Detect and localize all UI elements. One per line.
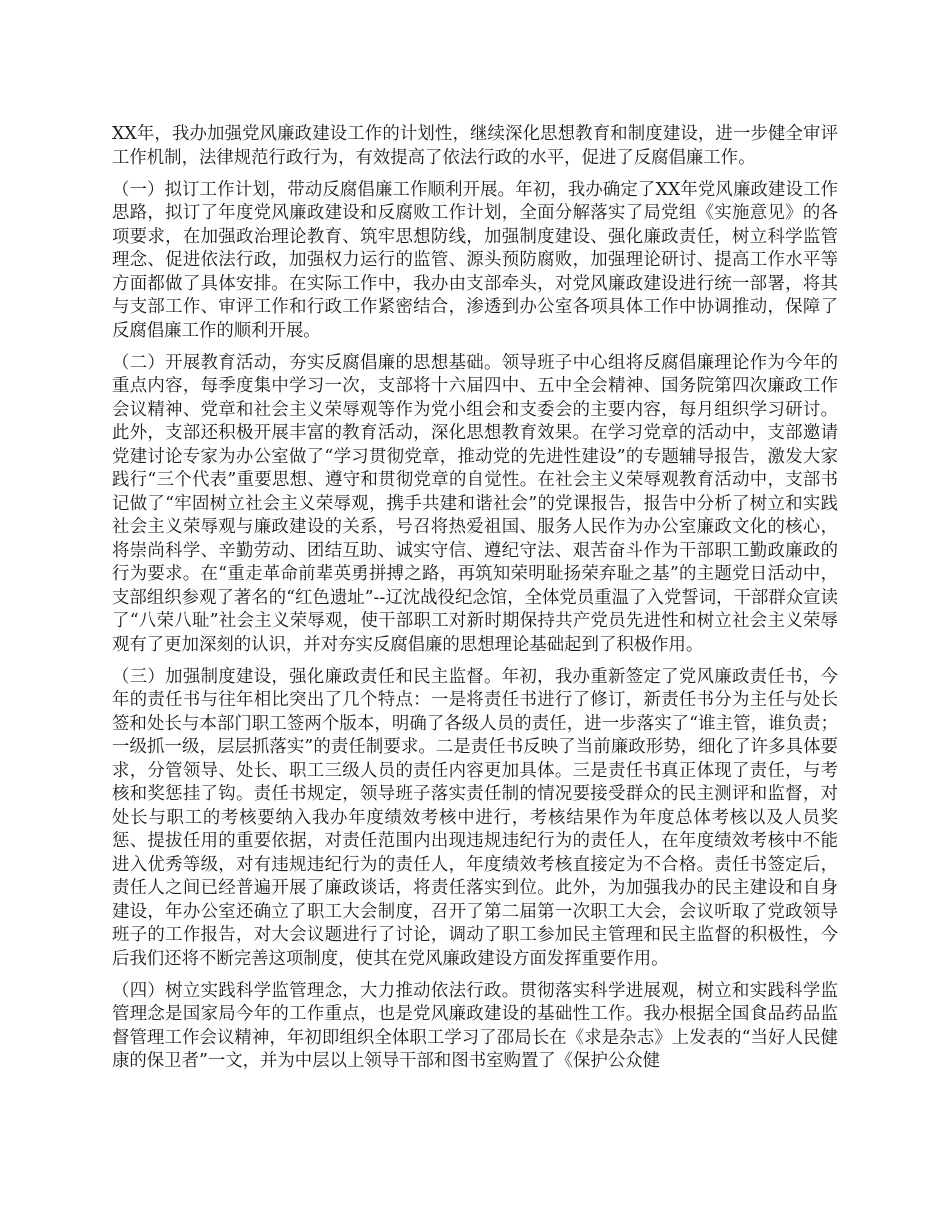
section-3-paragraph: （三）加强制度建设，强化廉政责任和民主监督。年初，我办重新签定了党风廉政责任书，今年的责任书与往年相比突出了几个特点：一是将责任书进行了修订，新责任书分为主任与处长签和处长与本部门职工签两个版本，明确了各级人员的责任，进一步落实了“谁主管，谁负责；一级抓一级，层层抓落实”的责任制要求。二是责任书反映了当前廉政形势，细化了许多具体要求，分管领导、处长、职工三级人员的责任内容更加具体。三是责任书真正体现了责任，与考核和奖惩挂了钩。责任书规定，领导班子落实责任制的情况要接受群众的民主测评和监督，对处长与职工的考核要纳入我办年度绩效考核中进行，考核结果作为年度总体考核以及人员奖惩、提拔任用的重要依据，对责任范围内出现违规违纪行为的责任人，在年度绩效考核中不能进入优秀等级，对有违规违纪行为的责任人，年度绩效考核直接定为不合格。责任书签定后，责任人之间已经普遍开展了廉政谈话，将责任落实到位。此外，为加强我办的民主建设和自身建设，年办公室还确立了职工大会制度，召开了第二届第一次职工大会，会议听取了党政领导班子的工作报告，对大会议题进行了讨论，调动了职工参加民主管理和民主监督的积极性，今后我们还将不断完善这项制度，使其在党风廉政建设方面发挥重要作用。 (112, 666, 838, 969)
section-2-paragraph: （二）开展教育活动，夯实反腐倡廉的思想基础。领导班子中心组将反腐倡廉理论作为今年的重点内容，每季度集中学习一次，支部将十六届四中、五中全会精神、国务院第四次廉政工作会议精神、党章和社会主义荣辱观等作为党小组会和支委会的主要内容，每月组织学习研讨。此外，支部还积极开展丰富的教育活动，深化思想教育效果。在学习党章的活动中，支部邀请党建讨论专家为办公室做了“学习贯彻党章，推动党的先进性建设”的专题辅导报告，激发大家践行“三个代表”重要思想、遵守和贯彻党章的自觉性。在社会主义荣辱观教育活动中，支部书记做了“牢固树立社会主义荣辱观，携手共建和谐社会”的党课报告，报告中分析了树立和实践社会主义荣辱观与廉政建设的关系，号召将热爱祖国、服务人民作为办公室廉政文化的核心，将崇尚科学、辛勤劳动、团结互助、诚实守信、遵纪守法、艰苦奋斗作为干部职工勤政廉政的行为要求。在“重走革命前辈英勇拼搏之路，再筑知荣明耻扬荣弃耻之基”的主题党日活动中，支部组织参观了著名的“红色遗址”--辽沈战役纪念馆，全体党员重温了入党誓词，干部群众宣读了“八荣八耻”社会主义荣辱观，使干部职工对新时期保持共产党员先进性和树立社会主义荣辱观有了更加深刻的认识，并对夯实反腐倡廉的思想理论基础起到了积极作用。 (112, 352, 838, 655)
intro-paragraph: XX年，我办加强党风廉政建设工作的计划性，继续深化思想教育和制度建设，进一步健全审评工作机制，法律规范行政行为，有效提高了依法行政的水平，促进了反腐倡廉工作。 (112, 124, 838, 168)
document-body (112, 123, 838, 1082)
section-4-paragraph: （四）树立实践科学监管理念，大力推动依法行政。贯彻落实科学进展观，树立和实践科学监管理念是国家局今年的工作重点，也是党风廉政建设的基础性工作。我办根据全国食品药品监督管理工作会议精神，年初即组织全体职工学习了邵局长在《求是杂志》上发表的“当好人民健康的保卫者”一文，并为中层以上领导干部和图书室购置了《保护公众健 (112, 980, 838, 1071)
section-1-paragraph: （一）拟订工作计划，带动反腐倡廉工作顺利开展。年初，我办确定了XX年党风廉政建设工作思路，拟订了年度党风廉政建设和反腐败工作计划，全面分解落实了局党组《实施意见》的各项要求，在加强政治理论教育、筑牢思想防线，加强制度建设、强化廉政责任，树立科学监管理念、促进依法行政，加强权力运行的监管、源头预防腐败，加强理论研讨、提高工作水平等方面都做了具体安排。在实际工作中，我办由支部牵头，对党风廉政建设进行统一部署，将其与支部工作、审评工作和行政工作紧密结合，渗透到办公室各项具体工作中协调推动，保障了反腐倡廉工作的顺利开展。 (112, 179, 838, 341)
